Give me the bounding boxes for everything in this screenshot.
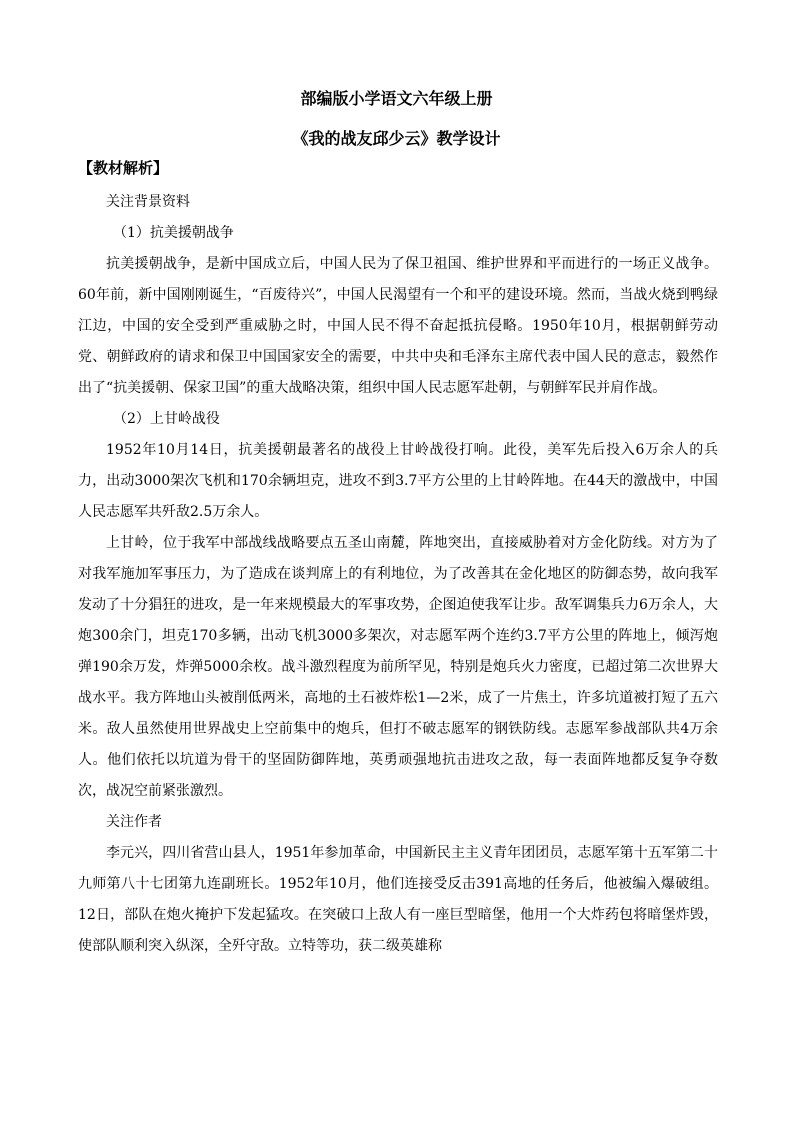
document-body: [78, 187, 718, 962]
paragraph-korean-war: 抗美援朝战争，是新中国成立后，中国人民为了保卫祖国、维护世界和平而进行的一场正义战争。60年前，新中国刚刚诞生，“百废待兴”，中国人民渴望有一个和平的建设环境。然而，当战火烧到鸭绿江边，中国的安全受到严重威胁之时，中国人民不得不奋起抵抗侵略。1950年10月，根据朝鲜劳动党、朝鲜政府的请求和保卫中国国家安全的需要，中共中央和毛泽东主席代表中国人民的意志，毅然作出了“抗美援朝、保家卫国”的重大战略决策，组织中国人民志愿军赴朝，与朝鲜军民并肩作战。: [78, 256, 718, 396]
subheading-background: 关注背景资料: [106, 194, 190, 210]
subheading-author: 关注作者: [106, 814, 162, 830]
paragraph-shangganling-2: 上甘岭，位于我军中部战线战略要点五圣山南麓，阵地突出，直接威胁着对方金化防线。对方为了对我军施加军事压力，为了造成在谈判席上的有利地位，为了改善其在金化地区的防御态势，故向我军发动了十分猖狂的进攻，是一年来规模最大的军事攻势，企图迫使我军让步。敌军调集兵力6万余人，大炮300余门，坦克170多辆，出动飞机3000多架次，对志愿军两个连约3.7平方公里的阵地上，倾泻炮弹190余万发，炸弹5000余枚。战斗激烈程度为前所罕见，特别是炮兵火力密度，已超过第二次世界大战水平。我方阵地山头被削低两米，高地的土石被炸松1—2米，成了一片焦土，许多坑道被打短了五六米。敌人虽然使用世界战史上空前集中的炮兵，但打不破志愿军的钢铁防线。志愿军参战部队共4万余人。他们依托以坑道为骨干的坚固防御阵地，英勇顽强地抗击进攻之敌，每一表面阵地都反复争夺数次，战况空前紧张激烈。: [78, 535, 718, 799]
paragraph-shangganling-1: 1952年10月14日，抗美援朝最著名的战役上甘岭战役打响。此役，美军先后投入6万余人的兵力，出动3000架次飞机和170余辆坦克，进攻不到3.7平方公里的上甘岭阵地。在44天的激战中，中国人民志愿军共歼敌2.5万余人。: [78, 442, 718, 520]
document-title-line1: 部编版小学语文六年级上册: [300, 89, 493, 108]
paragraph-author: 李元兴，四川省营山县人，1951年参加革命，中国新民主主义青年团团员，志愿军第十五军第二十九师第八十七团第九连副班长。1952年10月，他们连接受反击391高地的任务后，他被编入爆破组。12日，部队在炮火掩护下发起猛攻。在突破口上敌人有一座巨型暗堡，他用一个大炸药包将暗堡炸毁，使部队顺利突入纵深，全歼守敌。立特等功，获二级英雄称: [78, 845, 718, 954]
subheading-shangganling: （2）上甘岭战役: [113, 411, 220, 427]
subheading-korean-war: （1）抗美援朝战争: [113, 225, 234, 241]
document-title-line2: 《我的战友邱少云》教学设计: [292, 129, 501, 148]
section-heading-textbook-analysis: 【教材解析】: [78, 159, 169, 177]
